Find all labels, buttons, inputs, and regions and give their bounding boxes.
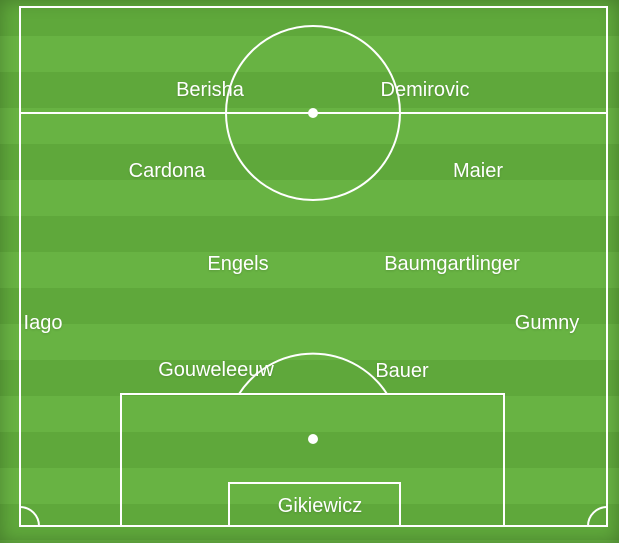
player-gumny: Gumny — [514, 312, 580, 334]
player-engels: Engels — [207, 253, 269, 275]
player-maier: Maier — [452, 160, 504, 182]
corner-arc-right — [588, 507, 607, 526]
player-gikiewicz: Gikiewicz — [277, 495, 363, 517]
center-spot — [308, 108, 318, 118]
player-berisha: Berisha — [176, 79, 244, 101]
player-gouweleeuw: Gouweleeuw — [158, 359, 274, 381]
penalty-spot — [308, 434, 318, 444]
player-cardona: Cardona — [128, 160, 206, 182]
player-demirovic: Demirovic — [380, 79, 470, 101]
player-iago: Iago — [23, 312, 63, 334]
player-baumgartlinger: Baumgartlinger — [384, 253, 520, 275]
goal-area — [228, 482, 401, 526]
player-bauer: Bauer — [375, 360, 429, 382]
corner-arc-left — [20, 507, 39, 526]
